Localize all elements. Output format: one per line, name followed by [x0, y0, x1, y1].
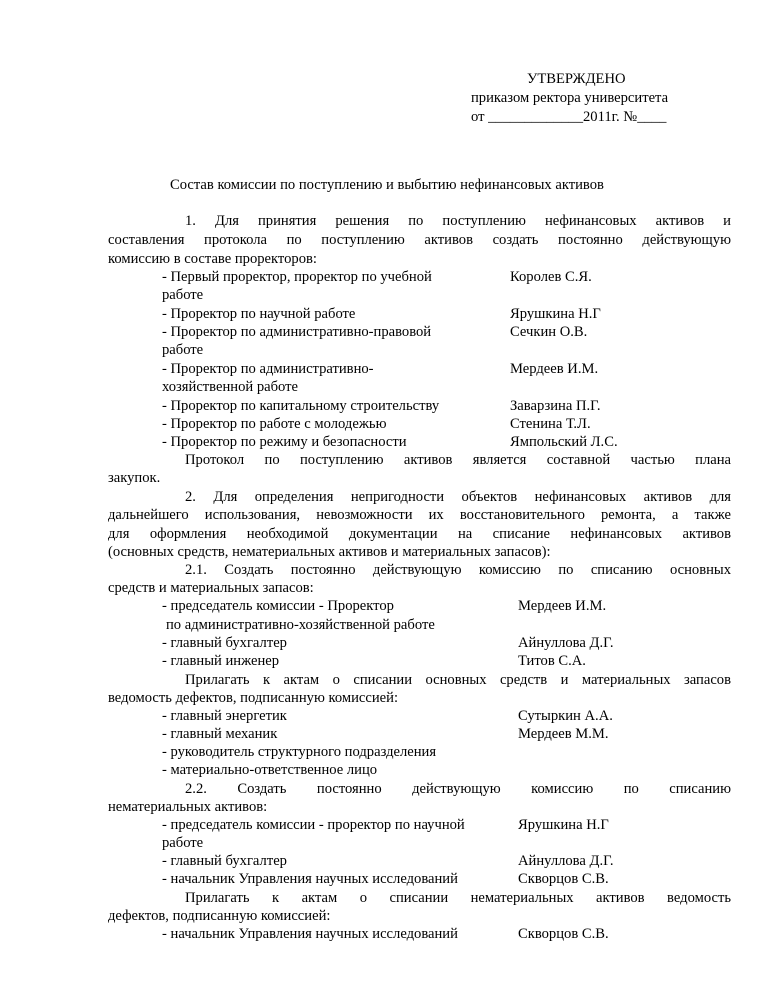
s2-1-attach-line-2: ведомость дефектов, подписанную комиссией: [108, 690, 399, 706]
s2-paragraph-line-4: (основных средств, нематериальных активов и материальных запасов): [108, 544, 551, 560]
approval-title: УТВЕРЖДЕНО [527, 71, 626, 87]
s2-1-defect-member-1-name: Сутыркин А.А. [518, 708, 613, 724]
s2-2-member-2-role: - главный бухгалтер [162, 853, 287, 869]
s2-2-member-3-name: Скворцов С.В. [518, 871, 609, 887]
s2-1-defect-member-3-role: - руководитель структурного подразделения [162, 744, 437, 760]
s1-member-5-role: - Проректор по капитальному строительству [162, 398, 440, 414]
s1-protocol-line-2: закупок. [108, 470, 161, 486]
s2-1-member-3-role: - главный инженер [162, 653, 280, 669]
s1-member-2-name: Ярушкина Н.Г [510, 306, 601, 322]
s2-2-heading-line-2: нематериальных активов: [108, 799, 268, 815]
s2-1-member-1-role: - председатель комиссии - Проректор [162, 598, 394, 614]
s2-1-defect-member-2-name: Мердеев М.М. [518, 726, 609, 742]
s2-1-attach-line-1: Прилагать к актам о списании основных средств и материальных запасов [185, 672, 731, 688]
s1-member-1-role-cont: работе [162, 287, 204, 303]
s1-member-5-name: Заварзина П.Г. [510, 398, 601, 414]
s2-2-member-1-role-cont: работе [162, 835, 204, 851]
s2-1-member-2-role: - главный бухгалтер [162, 635, 287, 651]
s2-1-member-1-role-cont: по административно-хозяйственной работе [166, 617, 435, 633]
s2-2-defect-member-1-name: Скворцов С.В. [518, 926, 609, 942]
s1-member-7-role: - Проректор по режиму и безопасности [162, 434, 407, 450]
s1-paragraph-line-3: комиссию в составе проректоров: [108, 251, 317, 267]
s2-paragraph-line-3: для оформления необходимой документации на списание нефинансовых активов [108, 526, 731, 542]
s2-2-attach-line-1: Прилагать к актам о списании нематериальных активов ведомость [185, 890, 731, 906]
s1-member-1-name: Королев С.Я. [510, 269, 592, 285]
s1-member-6-role: - Проректор по работе с молодежью [162, 416, 387, 432]
s2-1-defect-member-2-role: - главный механик [162, 726, 278, 742]
s1-member-3-role-cont: работе [162, 342, 204, 358]
s1-member-2-role: - Проректор по научной работе [162, 306, 356, 322]
s1-member-3-role: - Проректор по административно-правовой [162, 324, 432, 340]
s1-member-4-name: Мердеев И.М. [510, 361, 599, 377]
s2-1-member-1-name: Мердеев И.М. [518, 598, 607, 614]
s1-protocol-line-1: Протокол по поступлению активов является составной частью плана [185, 452, 731, 468]
s2-1-heading-line-2: средств и материальных запасов: [108, 580, 314, 596]
s2-1-heading-line-1: 2.1. Создать постоянно действующую комиссию по списанию основных [185, 562, 731, 578]
approval-line-2: от _____________2011г. №____ [471, 109, 667, 125]
s2-2-member-3-role: - начальник Управления научных исследований [162, 871, 458, 887]
s1-member-6-name: Стенина Т.Л. [510, 416, 591, 432]
s1-paragraph-line-1: 1. Для принятия решения по поступлению нефинансовых активов и [185, 213, 731, 229]
s2-2-attach-line-2: дефектов, подписанную комиссией: [108, 908, 331, 924]
s2-2-heading-line-1: 2.2. Создать постоянно действующую комиссию по списанию [185, 781, 731, 797]
s2-paragraph-line-1: 2. Для определения непригодности объектов нефинансовых активов для [185, 489, 731, 505]
s2-1-defect-member-4-role: - материально-ответственное лицо [162, 762, 378, 778]
s1-paragraph-line-2: составления протокола по поступлению активов создать постоянно действующую [108, 232, 731, 248]
s2-paragraph-line-2: дальнейшего использования, невозможности их восстановительного ремонта, а также [108, 507, 731, 523]
s1-member-3-name: Сечкин О.В. [510, 324, 588, 340]
s1-member-7-name: Ямпольский Л.С. [510, 434, 618, 450]
s1-member-4-role: - Проректор по административно- [162, 361, 374, 377]
s2-2-member-1-role: - председатель комиссии - проректор по научной [162, 817, 465, 833]
s2-2-defect-member-1-role: - начальник Управления научных исследований [162, 926, 458, 942]
s1-member-1-role: - Первый проректор, проректор по учебной [162, 269, 432, 285]
document-heading: Состав комиссии по поступлению и выбытию нефинансовых активов [170, 177, 604, 193]
s2-2-member-1-name: Ярушкина Н.Г [518, 817, 609, 833]
s1-member-4-role-cont: хозяйственной работе [162, 379, 298, 395]
s2-2-member-2-name: Айнуллова Д.Г. [518, 853, 614, 869]
approval-line-1: приказом ректора университета [471, 90, 669, 106]
s2-1-defect-member-1-role: - главный энергетик [162, 708, 287, 724]
s2-1-member-3-name: Титов С.А. [518, 653, 586, 669]
s2-1-member-2-name: Айнуллова Д.Г. [518, 635, 614, 651]
